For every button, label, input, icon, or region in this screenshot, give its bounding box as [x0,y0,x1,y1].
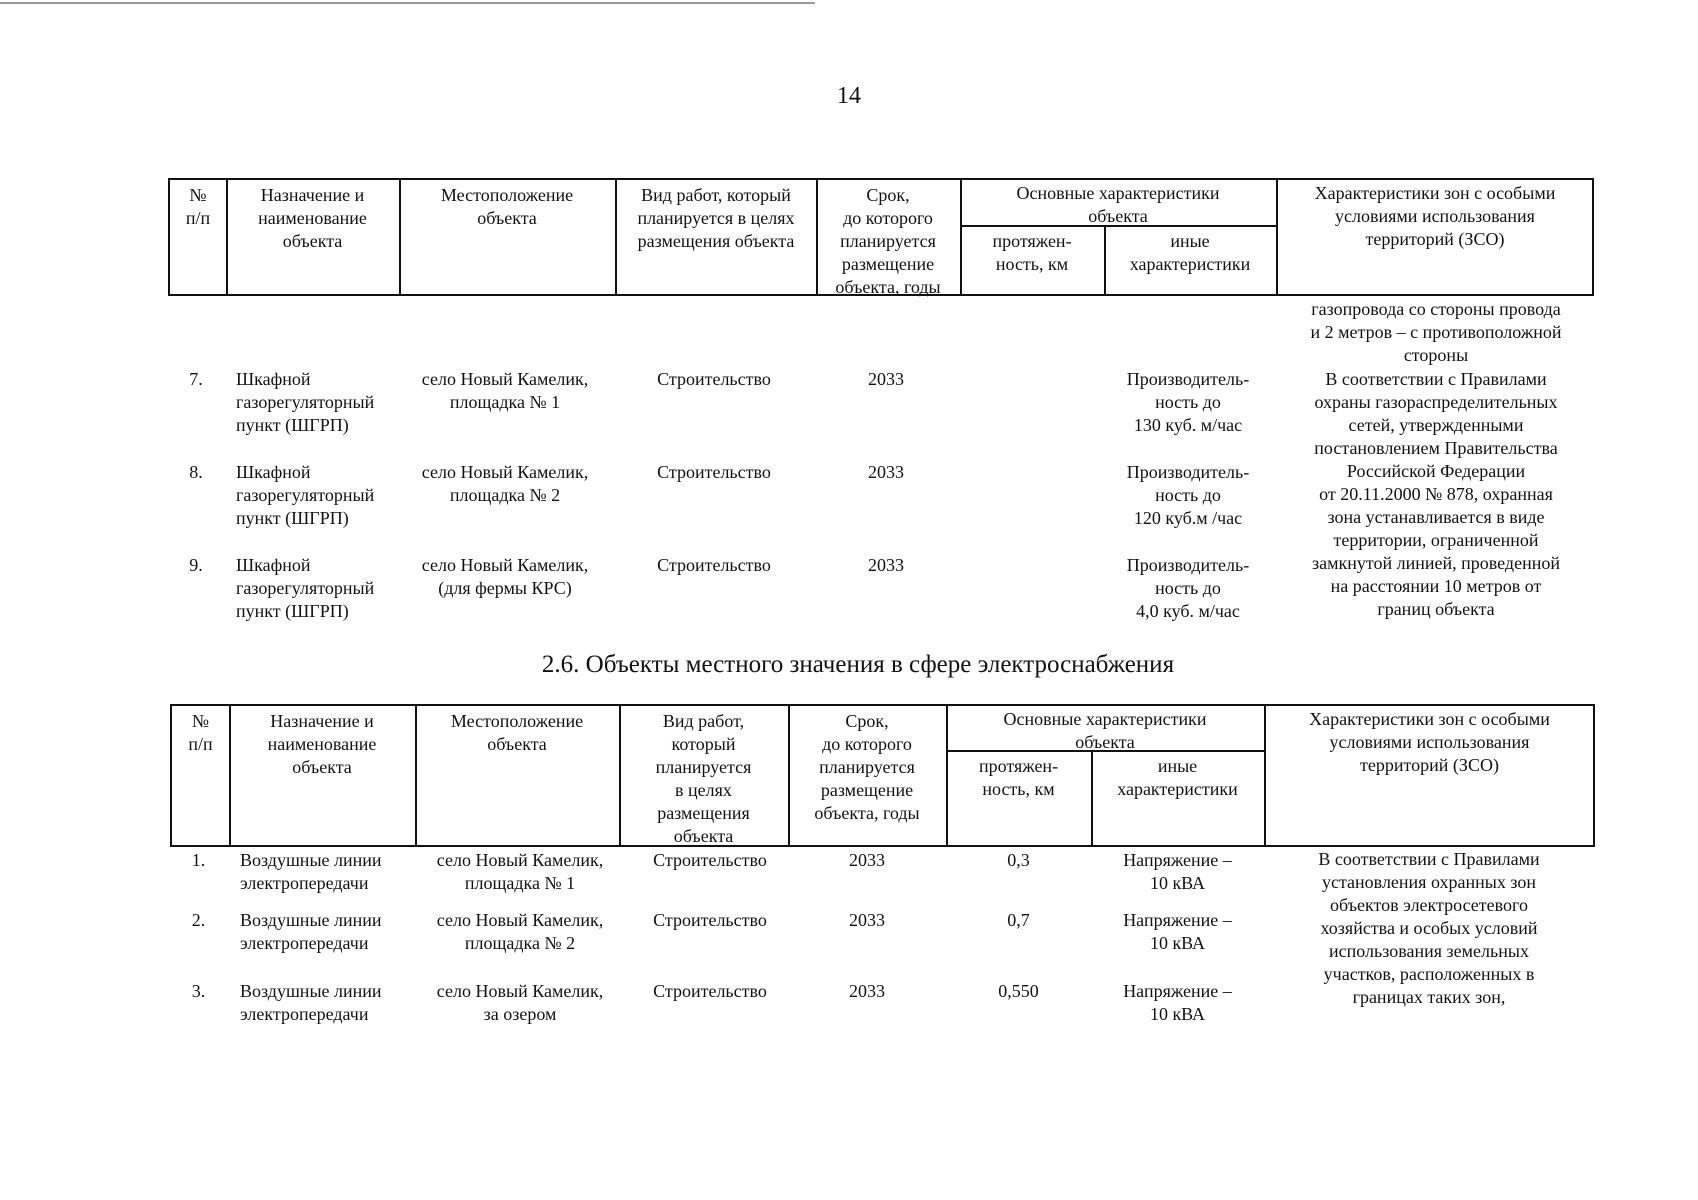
table-row-num: 9. [189,555,203,575]
col-header-other: иные характеристики [1117,756,1238,799]
table-row-num: 3. [191,981,206,1001]
other-characteristics: Напряжение – 10 кВА [1123,910,1232,953]
length-km: 0,7 [1007,910,1030,930]
col-header-term: Срок, до которого планируется размещение объекта, годы [814,711,920,823]
other-characteristics: Напряжение – 10 кВА [1123,981,1232,1024]
zone-text-continuation: газопровода со стороны провода и 2 метров – с противоположной стороны [1310,299,1562,365]
object-name: Шкафной газорегуляторный пункт (ШГРП) [236,462,375,528]
object-name: Воздушные линии электропередачи [240,910,382,953]
scan-edge-line [0,2,815,4]
col-header-num: № п/п [188,711,213,754]
object-name: Воздушные линии электропередачи [240,850,382,893]
col-header-zone: Характеристики зон с особыми условиями использования территорий (ЗСО) [1314,183,1556,249]
col-header-zone: Характеристики зон с особыми условиями использования территорий (ЗСО) [1309,709,1550,775]
work-type: Строительство [653,981,767,1001]
col-header-length: протяжен- ность, км [978,756,1059,799]
col-header-term: Срок, до которого планируется размещение объекта, годы [835,185,941,297]
col-header-name: Назначение и наименование объекта [267,711,377,777]
term-year: 2033 [868,555,904,575]
page-number: 14 [837,83,861,109]
object-location: село Новый Камелик, площадка № 1 [421,369,589,412]
table-1-header [168,178,1594,296]
object-location: село Новый Камелик, площадка № 2 [436,910,604,953]
object-name: Воздушные линии электропередачи [240,981,382,1024]
work-type: Строительство [657,369,771,389]
work-type: Строительство [657,555,771,575]
col-header-work: Вид работ, который планируется в целях размещения объекта [655,711,752,846]
object-location: село Новый Камелик, за озером [436,981,604,1024]
term-year: 2033 [868,369,904,389]
term-year: 2033 [849,850,885,870]
col-header-name: Назначение и наименование объекта [258,185,367,251]
col-header-location: Местоположение объекта [450,711,584,754]
table-row-num: 8. [189,462,203,482]
section-title: 2.6. Объекты местного значения в сфере электроснабжения [541,651,1175,678]
work-type: Строительство [653,910,767,930]
other-characteristics: Производитель- ность до 4,0 куб. м/час [1126,555,1250,621]
col-header-num: № п/п [185,185,211,228]
col-header-location: Местоположение объекта [440,185,574,228]
object-location: село Новый Камелик, (для фермы КРС) [421,555,589,598]
object-location: село Новый Камелик, площадка № 1 [436,850,604,893]
table-2-header [170,704,1595,847]
object-location: село Новый Камелик, площадка № 2 [421,462,589,505]
length-km: 0,3 [1007,850,1030,870]
col-header-main-chars: Основные характеристики объекта [1016,183,1220,226]
work-type: Строительство [653,850,767,870]
other-characteristics: Напряжение – 10 кВА [1123,850,1232,893]
col-header-work: Вид работ, который планируется в целях размещения объекта [637,185,795,251]
table-row-num: 7. [189,369,203,389]
zone-text-gas: В соответствии с Правилами охраны газораспределительных сетей, утвержденными постановлением Правительства Российской Федерации от 20.11.2000 № 878, охранная зона устанавливается в виде территории, ограниченной замкнутой линией, проведенной на расстоянии 10 метров от границ объекта [1312,369,1560,619]
zone-text-power: В соответствии с Правилами установления охранных зон объектов электросетевого хозяйства и особых условий использования земельных участков, расположенных в границах таких зон, [1318,849,1540,1007]
object-name: Шкафной газорегуляторный пункт (ШГРП) [236,369,375,435]
col-header-other: иные характеристики [1129,231,1251,274]
length-km: 0,550 [998,981,1039,1001]
col-header-main-chars: Основные характеристики объекта [1003,709,1207,752]
term-year: 2033 [849,981,885,1001]
term-year: 2033 [849,910,885,930]
table-row-num: 2. [191,910,206,930]
other-characteristics: Производитель- ность до 120 куб.м /час [1126,462,1250,528]
object-name: Шкафной газорегуляторный пункт (ШГРП) [236,555,375,621]
other-characteristics: Производитель- ность до 130 куб. м/час [1126,369,1250,435]
term-year: 2033 [868,462,904,482]
col-header-length: протяжен- ность, км [992,231,1072,274]
work-type: Строительство [657,462,771,482]
table-row-num: 1. [191,850,206,870]
